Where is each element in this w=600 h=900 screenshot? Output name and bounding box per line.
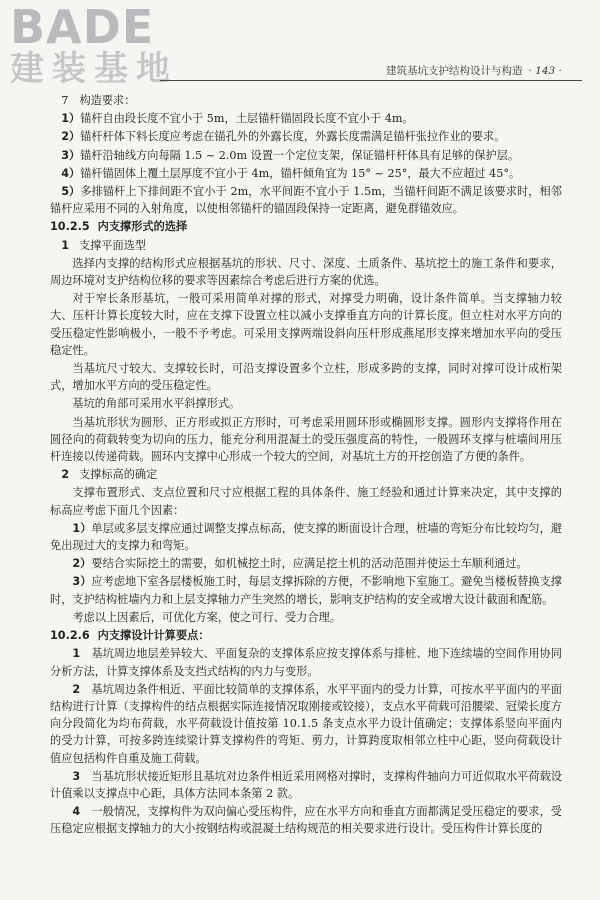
- subheading: [50, 237, 562, 254]
- logo: [10, 2, 178, 88]
- list-item: [50, 681, 562, 767]
- list-item-text: 锚杆沿轴线方向每隔 1.5 ~ 2.0m 设置一个定位支架，保证锚杆杆体具有足够的保护层。: [80, 148, 520, 162]
- list-item-text: 锚杆自由段长度不宜小于 5m，土层锚杆锚固段长度不宜小于 4m。: [80, 112, 414, 126]
- list-item-text: 基坑周边地层差异较大、平面复杂的支撑体系应按支撑体系与排桩、地下连续墙的空间作用协同分析方法，计算支撑体系及支挡式结构的内力与变形。: [50, 647, 562, 678]
- section-heading-10-2-6: [50, 627, 562, 644]
- list-item-text: 应考虑地下室各层楼板施工时，每层支撑拆除的方便，不影响地下室施工。避免当楼板替换支撑时，支护结构桩墙内力和上层支撑轴力产生突然的增长，影响支护结构的安全或增大设计截面和配筋。: [50, 575, 562, 606]
- section-heading-10-2-5: [50, 218, 562, 235]
- section-title: 内支撑设计计算要点：: [97, 628, 210, 643]
- list-item: [50, 165, 562, 182]
- list-item-number: 3）: [72, 575, 92, 589]
- paragraph: 考虑以上因素后，可优化方案，使之可行、受力合理。: [72, 610, 341, 624]
- list-item: [50, 768, 562, 802]
- paragraph: 当基坑形状为圆形、正方形或拟正方形时，可考虑采用圆环形或椭圆形支撑。圆形内支撑将作用在圆径向的荷载转变为切向的压力，能充分利用混凝土的受压强度高的特性，一般圆环支撑与桩墙间用压杆连接以传递荷载。圆环内支撑中心形成一个较大的空间，对基坑土方的开挖创造了方便的条件。: [50, 415, 562, 464]
- list-item: [50, 147, 562, 164]
- subheading-text: 支撑标高的确定: [78, 468, 158, 482]
- subheading-text: 支撑平面选型: [78, 238, 147, 252]
- list-item: [50, 573, 562, 607]
- list-item-number: 5）: [61, 185, 81, 199]
- section-number: 10.2.6: [50, 629, 90, 643]
- list-item-text: 当基坑形状接近矩形且基坑对边条件相近采用网格对撑时，支撑构件轴向力可近似取水平荷载设计值乘以支撑点中心距，具体方法同本条第 2 款。: [50, 769, 562, 800]
- paragraph: 选择内支撑的结构形式应根据基坑的形状、尺寸、深度、土质条件、基坑挖土的施工条件和要求，周边环境对支护结构位移的要求等因素综合考虑后进行方案的优选。: [50, 256, 562, 288]
- list-item-number: 2）: [72, 557, 92, 571]
- page-body: [50, 92, 562, 839]
- list-item-number: 1: [72, 647, 81, 661]
- list-item-text: 锚杆杆体下料长度应考虑在锚孔外的外露长度，外露长度需满足锚杆张拉作业的要求。: [80, 130, 506, 144]
- list-item-number: 3: [72, 769, 81, 783]
- list-item-text: 多排锚杆上下排间距不宜小于 2m，水平间距不宜小于 1.5m，当锚杆间距不满足该要求时，相邻锚杆应采用不同的入射角度，以使相邻锚杆的锚固段保持一定距离，避免群锚效应。: [50, 185, 562, 216]
- list-item-number: 1）: [72, 521, 92, 535]
- list-item-number: 2: [72, 682, 81, 696]
- section-7-title: 7 构造要求：: [61, 94, 136, 107]
- list-item-number: 4: [72, 805, 81, 819]
- running-header: [386, 63, 572, 78]
- list-item-text: 单层或多层支撑应通过调整支撑点标高，使支撑的断面设计合理，桩墙的弯矩分布比较均匀，避免出现过大的支撑力和弯矩。: [50, 521, 562, 553]
- subheading: [50, 466, 562, 483]
- list-item-text: 基坑周边条件相近、平面比较简单的支撑体系，水平平面内的受力计算，可按水平平面内的平面结构进行计算（支撑构件的结点根据实际连接情况取刚接或铰接），支点水平荷载可沿腰梁、冠梁长度方向分段简化为均布荷载，水平荷载设计值按第 10.1.5 条支点水平力设计值确定；支撑体系竖向平面内的受力计算，可按多跨连续梁计算支撑构件的弯矩、剪力，计算跨度取相邻立柱中心距，竖向荷载设计值应包括构件自重及施工荷载。: [50, 682, 562, 765]
- list-item-number: 1）: [61, 112, 81, 126]
- list-item-text: 一般情况，支撑构件为双向偏心受压构件，应在水平方向和垂直方面都满足受压稳定的要求，受压稳定应根据支撑轴力的大小按钢结构或混凝土结构规范的相关要求进行设计。受压构件计算长度的: [50, 805, 562, 836]
- running-header-title: 建筑基坑支护结构设计与构造: [386, 65, 523, 77]
- subheading-number: 1: [61, 238, 69, 252]
- list-item: [50, 110, 562, 127]
- list-item: [50, 803, 562, 837]
- list-item: [50, 183, 562, 217]
- paragraph: 支撑布置形式、支点位置和尺寸应根据工程的具体条件、施工经验和通过计算来决定，其中支撑的标高应考虑下面几个因素：: [50, 486, 562, 517]
- list-item: [50, 645, 562, 679]
- list-item-number: 3）: [61, 148, 81, 162]
- logo-subtitle: 建装基地: [10, 49, 178, 89]
- paragraph: 当基坑尺寸较大、支撑较长时，可沿支撑设置多个立柱，形成多跨的支撑，同时对撑可设计成桁架式，增加水平方向的受压稳定性。: [50, 362, 562, 393]
- list-item-number: 2）: [61, 130, 81, 144]
- subheading-number: 2: [61, 468, 69, 482]
- section-title: 内支撑形式的选择: [97, 219, 188, 234]
- header-rule: [160, 80, 582, 81]
- list-item: [50, 555, 562, 572]
- page-number: · 143 ·: [528, 65, 562, 77]
- list-item-number: 4）: [61, 166, 81, 180]
- list-item-text: 要结合实际挖土的需要，如机械挖土时，应满足挖土机的活动范围并使运土车顺利通过。: [91, 557, 528, 571]
- logo-wordmark: BADE: [10, 0, 155, 54]
- section-number: 10.2.5: [50, 220, 90, 234]
- list-item: [50, 520, 562, 554]
- paragraph: 基坑的角部可采用水平斜撑形式。: [72, 397, 241, 411]
- list-item-text: 锚杆锚固体上覆土层厚度不宜小于 4m，锚杆倾角宜为 15° ~ 25°，最大不应超过 45°。: [80, 166, 521, 180]
- list-item: [50, 128, 562, 145]
- paragraph: 对于窄长条形基坑，一般可采用简单对撑的形式，对撑受力明确，设计条件简单。当支撑轴力较大、压杆计算长度较大时，应在支撑下设置立柱以减小支撑垂直方向的计算长度。但立柱对水平方向的受压稳定性影响极小，一般不予考虑。可采用支撑两端设斜向压杆形成燕尾形支撑来增加水平向的受压稳定性。: [50, 292, 562, 357]
